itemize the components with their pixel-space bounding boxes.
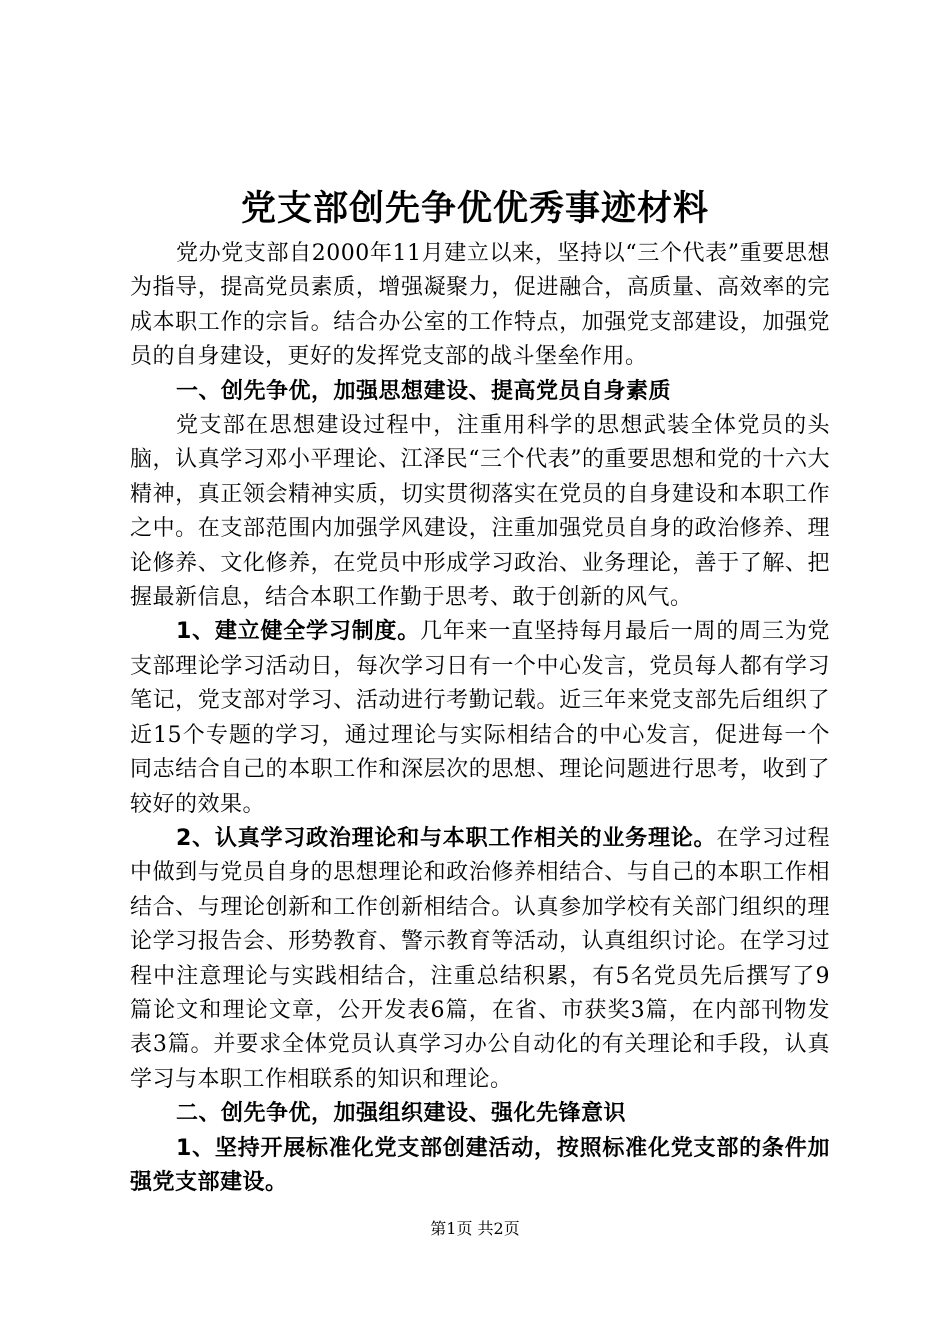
section-2-item-1: 1、坚持开展标准化党支部创建活动，按照标准化党支部的条件加强党支部建设。 xyxy=(130,1135,830,1195)
document-title: 党支部创先争优优秀事迹材料 xyxy=(240,189,709,229)
section-2-heading: 二、创先争优，加强组织建设、强化先锋意识 xyxy=(176,1101,627,1127)
intro-paragraph: 党办党支部自2000年11月建立以来，坚持以“三个代表”重要思想为指导，提高党员素质，增强凝聚力，促进融合，高质量、高效率的完成本职工作的宗旨。结合办公室的工作特点，加强党支部建设，加强党员的自身建设，更好的发挥党支部的战斗堡垒作用。 xyxy=(130,241,830,370)
section-1-item-2-text: 在学习过程中做到与党员自身的思想理论和政治修养相结合、与自己的本职工作相结合、与理论创新和工作创新相结合。认真参加学校有关部门组织的理论学习报告会、形势教育、警示教育等活动，认真组织讨论。在学习过程中注意理论与实践相结合，注重总结积累，有5名党员先后撰写了9篇论文和理论文章，公开发表6篇，在省、市获奖3篇，在内部刊物发表3篇。并要求全体党员认真学习办公自动化的有关理论和手段，认真学习与本职工作相联系的知识和理论。 xyxy=(130,825,830,1092)
section-1-item-1 xyxy=(130,615,830,821)
section-1-item-1-text: 几年来一直坚持每月最后一周的周三为党支部理论学习活动日，每次学习日有一个中心发言，党员每人都有学习笔记，党支部对学习、活动进行考勤记载。近三年来党支部先后组织了近15个专题的学习，通过理论与实际相结合的中心发言，促进每一个同志结合自己的本职工作和深层次的思想、理论问题进行思考，收到了较好的效果。 xyxy=(130,619,830,817)
section-1-item-2-lead: 2、认真学习政治理论和与本职工作相关的业务理论。 xyxy=(176,825,717,851)
section-1-item-2 xyxy=(130,822,830,1097)
page-number-footer: 第1页 共2页 xyxy=(430,1219,520,1238)
section-1-heading: 一、创先争优，加强思想建设、提高党员自身素质 xyxy=(176,378,672,404)
document-body xyxy=(130,237,830,1200)
section-1-item-1-lead: 1、建立健全学习制度。 xyxy=(176,619,421,645)
section-1-paragraph: 党支部在思想建设过程中，注重用科学的思想武装全体党员的头脑，认真学习邓小平理论、江泽民“三个代表”的重要思想和党的十六大精神，真正领会精神实质，切实贯彻落实在党员的自身建设和本职工作之中。在支部范围内加强学风建设，注重加强党员自身的政治修养、理论修养、文化修养，在党员中形成学习政治、业务理论，善于了解、把握最新信息，结合本职工作勤于思考、敢于创新的风气。 xyxy=(130,413,830,611)
